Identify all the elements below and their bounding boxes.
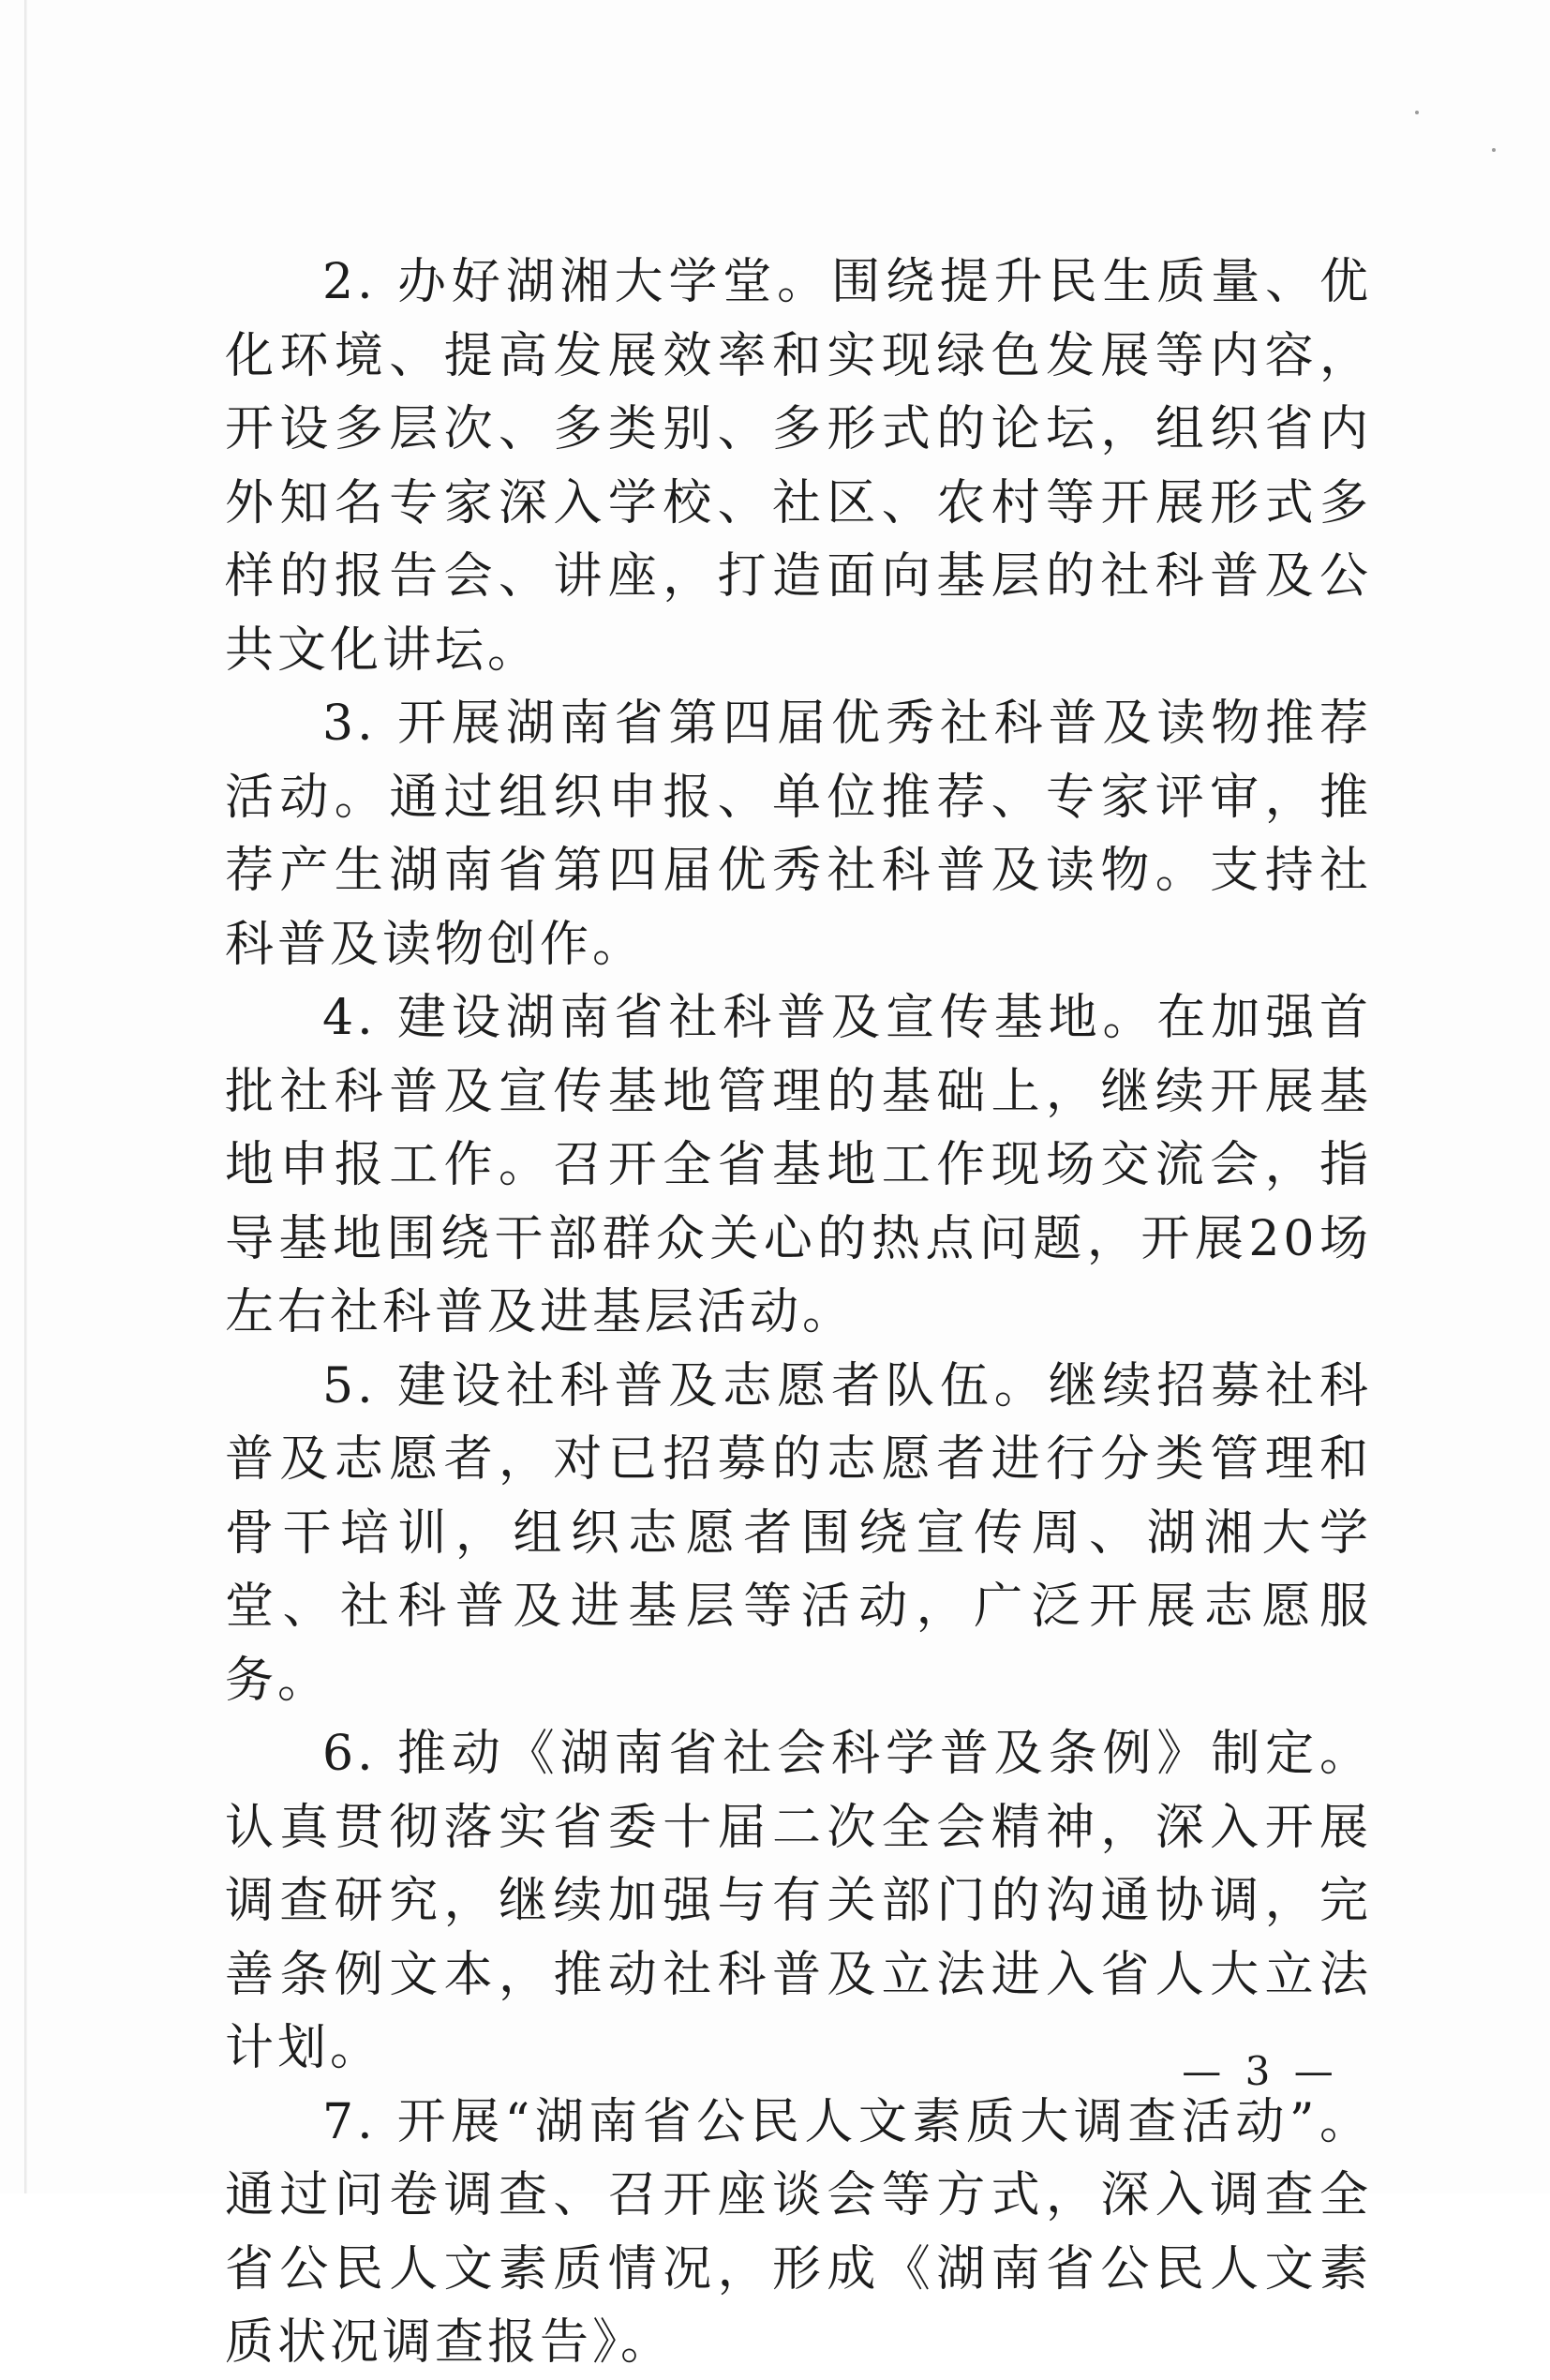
paragraph-item-6: 6. 推动《湖南省社会科学普及条例》制定。认真贯彻落实省委十届二次全会精神，深入开展调查研究，继续加强与有关部门的沟通协调，完善条例文本，推动社科普及立法进入省人大立法计划。 [225,1726,1372,2076]
scan-speck [1415,111,1419,114]
paragraph-item-5: 5. 建设社科普及志愿者队伍。继续招募社科普及志愿者，对已招募的志愿者进行分类管理和骨干培训，组织志愿者围绕宣传周、湖湘大学堂、社科普及进基层等活动，广泛开展志愿服务。 [225,1357,1372,1709]
scan-edge [24,0,27,2193]
paragraph-item-4: 4. 建设湖南省社科普及宣传基地。在加强首批社科普及宣传基地管理的基础上，继续开展基地申报工作。召开全省基地工作现场交流会，指导基地围绕干部群众关心的热点问题，开展20场左右社科普及进基层活动。 [225,990,1372,1340]
scan-speck [1492,148,1496,152]
paragraph-item-3: 3. 开展湖南省第四届优秀社科普及读物推荐活动。通过组织申报、单位推荐、专家评审，推荐产生湖南省第四届优秀社科普及读物。支持社科普及读物创作。 [225,696,1372,973]
paragraph-item-2: 2. 办好湖湘大学堂。围绕提升民生质量、优化环境、提高发展效率和实现绿色发展等内容，开设多层次、多类别、多形式的论坛，组织省内外知名专家深入学校、社区、农村等开展形式多样的报告会、讲座，打造面向基层的社科普及公共文化讲坛。 [225,254,1372,679]
paragraph-item-7: 7. 开展“湖南省公民人文素质大调查活动”。通过问卷调查、召开座谈会等方式，深入调查全省公民人文素质情况，形成《湖南省公民人文素质状况调查报告》。 [225,2093,1372,2371]
page-number: — 3 — [1182,2048,1339,2094]
